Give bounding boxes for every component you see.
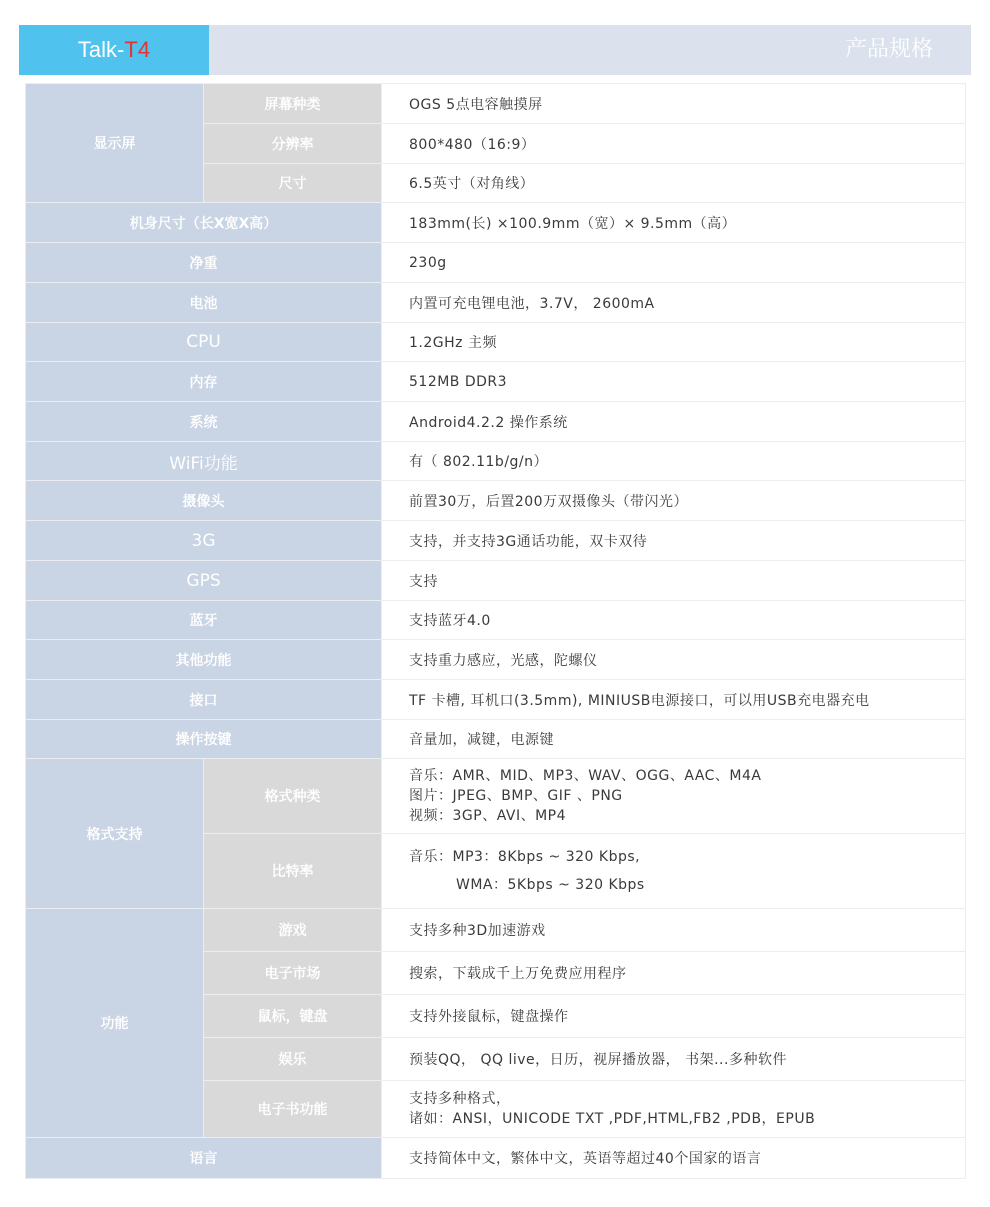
table-row: [26, 323, 966, 362]
model-prefix: Talk-: [77, 37, 125, 62]
entertainment-value: 预装QQ， QQ live，日历，视屏播放器， 书架...多种软件: [382, 1038, 966, 1081]
battery-value: 内置可充电锂电池，3.7V， 2600mA: [382, 283, 966, 323]
other-features-value: 支持重力感应，光感，陀螺仪: [382, 640, 966, 680]
page-header: [19, 25, 971, 75]
functions-label: 功能: [26, 909, 204, 1138]
cpu-value: 1.2GHz 主频: [382, 323, 966, 362]
ebook-line-2: 诸如：ANSI，UNICODE TXT ,PDF,HTML,FB2 ,PDB，EPUB: [409, 1111, 816, 1127]
games-label: 游戏: [204, 909, 382, 952]
table-row: [26, 521, 966, 561]
ebook-value: [382, 1081, 966, 1138]
table-row: [26, 362, 966, 402]
resolution-label: 分辨率: [204, 124, 382, 164]
wifi-label: WiFi功能: [26, 442, 382, 481]
format-types-value: [382, 759, 966, 834]
body-size-label: 机身尺寸（长X宽X高）: [26, 203, 382, 243]
table-row: [26, 1138, 966, 1179]
3g-label: 3G: [26, 521, 382, 561]
camera-label: 摄像头: [26, 481, 382, 521]
ebook-label: 电子书功能: [204, 1081, 382, 1138]
table-row: [26, 481, 966, 521]
ports-label: 接口: [26, 680, 382, 720]
camera-value: 前置30万，后置200万双摄像头（带闪光）: [382, 481, 966, 521]
market-value: 搜索，下载成千上万免费应用程序: [382, 952, 966, 995]
memory-label: 内存: [26, 362, 382, 402]
screen-type-label: 屏幕种类: [204, 84, 382, 124]
size-label: 尺寸: [204, 164, 382, 203]
format-video-line: 视频：3GP、AVI、MP4: [409, 808, 567, 824]
table-row: [26, 283, 966, 323]
display-label: 显示屏: [26, 84, 204, 203]
buttons-value: 音量加，减键，电源键: [382, 720, 966, 759]
format-types-label: 格式种类: [204, 759, 382, 834]
table-row: [26, 601, 966, 640]
bitrate-mp3-line: 音乐：MP3：8Kbps ~ 320 Kbps,: [409, 849, 641, 865]
spec-table: [25, 83, 966, 1179]
ebook-line-1: 支持多种格式，: [409, 1091, 511, 1107]
table-row: [26, 442, 966, 481]
page-title: 产品规格: [844, 37, 933, 62]
system-value: Android4.2.2 操作系统: [382, 402, 966, 442]
table-row: [26, 720, 966, 759]
format-image-line: 图片：JPEG、BMP、GIF 、PNG: [409, 788, 623, 804]
gps-value: 支持: [382, 561, 966, 601]
screen-type-value: OGS 5点电容触摸屏: [382, 84, 966, 124]
model-badge: [19, 25, 209, 75]
wifi-value: 有（ 802.11b/g/n）: [382, 442, 966, 481]
table-row: [26, 909, 966, 952]
other-features-label: 其他功能: [26, 640, 382, 680]
bluetooth-label: 蓝牙: [26, 601, 382, 640]
buttons-label: 操作按键: [26, 720, 382, 759]
bitrate-wma-line: WMA：5Kbps ~ 320 Kbps: [456, 877, 645, 893]
formats-label: 格式支持: [26, 759, 204, 909]
entertainment-label: 娱乐: [204, 1038, 382, 1081]
market-label: 电子市场: [204, 952, 382, 995]
mouse-keyboard-value: 支持外接鼠标，键盘操作: [382, 995, 966, 1038]
language-value: 支持简体中文，繁体中文，英语等超过40个国家的语言: [382, 1138, 966, 1179]
memory-value: 512MB DDR3: [382, 362, 966, 402]
bluetooth-value: 支持蓝牙4.0: [382, 601, 966, 640]
table-row: [26, 561, 966, 601]
table-row: [26, 680, 966, 720]
bitrate-label: 比特率: [204, 834, 382, 909]
resolution-value: 800*480（16:9）: [382, 124, 966, 164]
table-row: [26, 243, 966, 283]
weight-value: 230g: [382, 243, 966, 283]
ports-value: TF 卡槽, 耳机口(3.5mm), MINIUSB电源接口，可以用USB充电器充电: [382, 680, 966, 720]
table-row: [26, 759, 966, 834]
games-value: 支持多种3D加速游戏: [382, 909, 966, 952]
model-suffix: T4: [124, 37, 151, 62]
table-row: [26, 84, 966, 124]
table-row: [26, 402, 966, 442]
table-row: [26, 640, 966, 680]
weight-label: 净重: [26, 243, 382, 283]
battery-label: 电池: [26, 283, 382, 323]
size-value: 6.5英寸（对角线）: [382, 164, 966, 203]
table-row: [26, 203, 966, 243]
language-label: 语言: [26, 1138, 382, 1179]
gps-label: GPS: [26, 561, 382, 601]
body-size-value: 183mm(长) ×100.9mm（宽）× 9.5mm（高）: [382, 203, 966, 243]
system-label: 系统: [26, 402, 382, 442]
3g-value: 支持，并支持3G通话功能，双卡双待: [382, 521, 966, 561]
cpu-label: CPU: [26, 323, 382, 362]
mouse-keyboard-label: 鼠标，键盘: [204, 995, 382, 1038]
bitrate-value: [382, 834, 966, 909]
format-music-line: 音乐：AMR、MID、MP3、WAV、OGG、AAC、M4A: [409, 768, 762, 784]
